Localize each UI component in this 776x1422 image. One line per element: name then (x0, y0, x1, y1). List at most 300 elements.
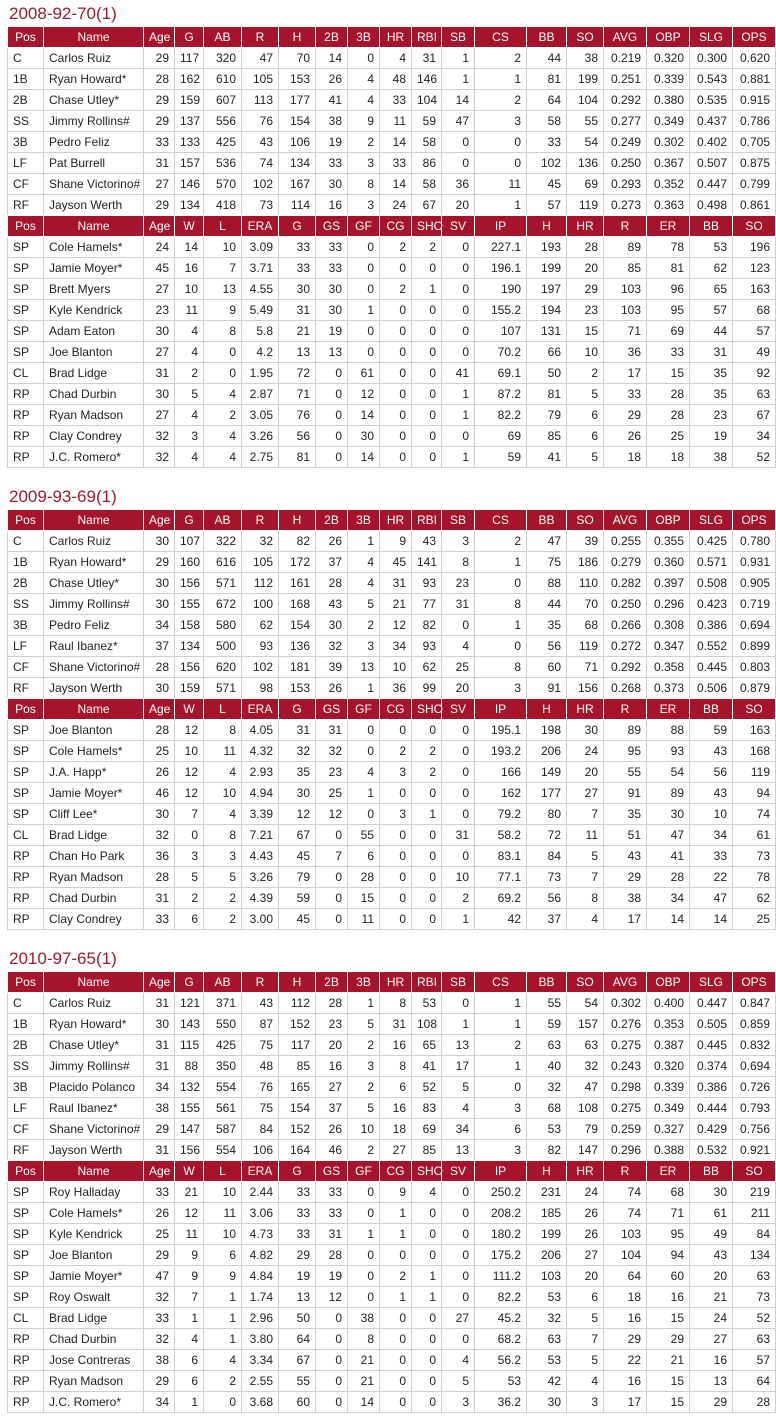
stat-cell: 0.859 (733, 1014, 776, 1035)
stat-cell: 47 (242, 48, 279, 69)
stat-cell: 556 (204, 111, 242, 132)
stat-cell: 103 (604, 300, 647, 321)
stat-cell: 103 (604, 1224, 647, 1245)
stat-cell: 2 (204, 888, 242, 909)
stat-cell: 81 (527, 69, 567, 90)
stat-cell: 1 (348, 531, 380, 552)
stat-cell: 10 (204, 1224, 242, 1245)
player-name-cell: Pedro Feliz (44, 615, 144, 636)
stat-cell: 43 (690, 741, 733, 762)
stat-cell: 88 (175, 1056, 204, 1077)
stat-cell: 3.34 (242, 1350, 279, 1371)
position-cell: 3B (8, 132, 44, 153)
stat-cell: 28 (316, 573, 348, 594)
stat-cell: 162 (475, 783, 527, 804)
position-cell: SP (8, 279, 44, 300)
stat-cell: 53 (527, 1350, 567, 1371)
stat-cell: 70.2 (475, 342, 527, 363)
stat-cell: 571 (204, 678, 242, 699)
stat-cell: 0.249 (604, 132, 647, 153)
table-row (8, 405, 776, 426)
stat-cell: 92 (733, 363, 776, 384)
stat-cell: 117 (279, 1035, 316, 1056)
stat-cell: 0.272 (604, 636, 647, 657)
stat-cell: 29 (144, 552, 175, 573)
position-cell: RP (8, 1329, 44, 1350)
pitching-table (7, 698, 776, 930)
stat-cell: 6 (348, 846, 380, 867)
stat-cell: 7 (567, 867, 604, 888)
stat-cell: 33 (144, 1182, 175, 1203)
stat-cell: 65 (690, 279, 733, 300)
stat-cell: 570 (204, 174, 242, 195)
table-row (8, 762, 776, 783)
stat-cell: 14 (690, 909, 733, 930)
stat-cell: 24 (567, 741, 604, 762)
stat-cell: 0 (412, 363, 442, 384)
stat-cell: 0 (348, 258, 380, 279)
stat-cell: 0 (380, 846, 412, 867)
stat-cell: 18 (380, 1119, 412, 1140)
stat-cell: 84 (242, 1119, 279, 1140)
table-row (8, 846, 776, 867)
position-cell: RP (8, 909, 44, 930)
player-name-cell: Ryan Howard* (44, 69, 144, 90)
player-name-cell: Jayson Werth (44, 1140, 144, 1161)
stat-cell: 62 (242, 615, 279, 636)
stat-cell: 133 (175, 132, 204, 153)
stat-cell: 76 (242, 1077, 279, 1098)
table-row (8, 552, 776, 573)
stat-cell: 4 (380, 48, 412, 69)
stat-cell: 38 (348, 1308, 380, 1329)
stat-cell: 0.387 (647, 1035, 690, 1056)
stat-cell: 0.374 (690, 1056, 733, 1077)
stat-cell: 0.320 (647, 1056, 690, 1077)
stat-cell: 115 (175, 1035, 204, 1056)
stat-cell: 156 (175, 573, 204, 594)
stat-cell: 580 (204, 615, 242, 636)
stat-cell: 38 (144, 1098, 175, 1119)
table-row (8, 531, 776, 552)
stat-cell: 28 (144, 720, 175, 741)
stat-cell: 49 (690, 1224, 733, 1245)
stat-cell: 227.1 (475, 237, 527, 258)
stat-cell: 0.386 (690, 615, 733, 636)
stat-cell: 63 (527, 1329, 567, 1350)
stat-cell: 70 (279, 48, 316, 69)
stat-cell: 0 (380, 1392, 412, 1413)
stat-cell: 0 (442, 1245, 475, 1266)
stat-cell: 4.84 (242, 1266, 279, 1287)
stat-cell: 30 (348, 426, 380, 447)
stat-cell: 1 (442, 909, 475, 930)
table-row (8, 1392, 776, 1413)
stat-cell: 5.8 (242, 321, 279, 342)
stat-cell: 95 (647, 1224, 690, 1245)
stat-cell: 112 (242, 573, 279, 594)
table-row (8, 1014, 776, 1035)
stat-cell: 250.2 (475, 1182, 527, 1203)
stat-cell: 0.279 (604, 552, 647, 573)
stat-cell: 167 (279, 174, 316, 195)
stat-cell: 3.06 (242, 1203, 279, 1224)
stat-cell: 38 (690, 447, 733, 468)
stat-cell: 0 (475, 132, 527, 153)
stat-cell: 68 (733, 300, 776, 321)
stat-cell: 4.43 (242, 846, 279, 867)
stat-cell: 102 (242, 657, 279, 678)
header-row (8, 699, 776, 720)
position-cell: SP (8, 783, 44, 804)
player-name-cell: Shane Victorino# (44, 1119, 144, 1140)
stat-cell: 0 (380, 1371, 412, 1392)
stat-cell: 1 (204, 1308, 242, 1329)
stat-cell: 52 (733, 447, 776, 468)
stat-cell: 14 (175, 237, 204, 258)
stat-cell: 30 (144, 804, 175, 825)
stat-cell: 27 (567, 1245, 604, 1266)
table-row (8, 279, 776, 300)
stat-cell: 0.275 (604, 1098, 647, 1119)
stat-cell: 51 (604, 825, 647, 846)
stat-cell: 29 (144, 1371, 175, 1392)
stat-cell: 152 (279, 1119, 316, 1140)
stat-cell: 24 (380, 195, 412, 216)
stat-cell: 4 (175, 1329, 204, 1350)
table-row (8, 678, 776, 699)
stat-cell: 29 (604, 867, 647, 888)
stat-cell: 5 (567, 1350, 604, 1371)
stat-cell: 3.00 (242, 909, 279, 930)
stat-cell: 3 (348, 153, 380, 174)
player-name-cell: Chad Durbin (44, 1329, 144, 1350)
stat-cell: 10 (348, 1119, 380, 1140)
column-header: 2B (316, 27, 348, 48)
stat-cell: 30 (144, 678, 175, 699)
season-2009 (0, 487, 770, 926)
stat-cell: 69.1 (475, 363, 527, 384)
stat-cell: 20 (567, 258, 604, 279)
stat-cell: 1 (442, 1014, 475, 1035)
stat-cell: 31 (380, 573, 412, 594)
stat-cell: 0.875 (733, 153, 776, 174)
stat-cell: 4 (204, 804, 242, 825)
stat-cell: 33 (604, 384, 647, 405)
player-name-cell: Joe Blanton (44, 1245, 144, 1266)
stat-cell: 49 (733, 342, 776, 363)
column-header: BB (527, 27, 567, 48)
stat-cell: 31 (279, 720, 316, 741)
stat-cell: 0.219 (604, 48, 647, 69)
player-name-cell: Cole Hamels* (44, 741, 144, 762)
column-header: SO (733, 1161, 776, 1182)
stat-cell: 0.881 (733, 69, 776, 90)
stat-cell: 59 (412, 111, 442, 132)
stat-cell: 161 (279, 573, 316, 594)
stat-cell: 0 (412, 300, 442, 321)
stat-cell: 0.879 (733, 678, 776, 699)
column-header: HR (567, 699, 604, 720)
column-header: ERA (242, 1161, 279, 1182)
column-header: CG (380, 699, 412, 720)
stat-cell: 1 (348, 1224, 380, 1245)
stat-cell: 31 (412, 48, 442, 69)
stat-cell: 3 (442, 531, 475, 552)
stat-cell: 30 (279, 279, 316, 300)
stat-cell: 20 (442, 195, 475, 216)
column-header: CG (380, 1161, 412, 1182)
player-name-cell: Ryan Madson (44, 405, 144, 426)
stat-cell: 22 (604, 1350, 647, 1371)
stat-cell: 32 (242, 531, 279, 552)
stat-cell: 219 (733, 1182, 776, 1203)
stat-cell: 14 (316, 48, 348, 69)
stat-cell: 28 (647, 867, 690, 888)
stat-cell: 54 (647, 762, 690, 783)
stat-cell: 35 (690, 363, 733, 384)
position-cell: SP (8, 342, 44, 363)
position-cell: C (8, 48, 44, 69)
column-header: Name (44, 216, 144, 237)
stat-cell: 33 (279, 258, 316, 279)
stat-cell: 47 (527, 531, 567, 552)
column-header: Name (44, 699, 144, 720)
stat-cell: 48 (380, 69, 412, 90)
stat-cell: 4 (175, 447, 204, 468)
stat-cell: 3.26 (242, 426, 279, 447)
table-row (8, 804, 776, 825)
column-header: Pos (8, 699, 44, 720)
column-header: GS (316, 699, 348, 720)
stat-cell: 425 (204, 1035, 242, 1056)
stat-cell: 2 (348, 132, 380, 153)
stat-cell: 44 (527, 594, 567, 615)
stat-cell: 5 (567, 384, 604, 405)
stat-cell: 82.2 (475, 1287, 527, 1308)
stat-cell: 64 (527, 90, 567, 111)
player-name-cell: Chase Utley* (44, 90, 144, 111)
stat-cell: 20 (690, 1266, 733, 1287)
stat-cell: 47 (442, 111, 475, 132)
column-header: SHO (412, 216, 442, 237)
stat-cell: 0 (348, 342, 380, 363)
stat-cell: 30 (567, 720, 604, 741)
column-header: OBP (647, 27, 690, 48)
stat-cell: 20 (567, 1266, 604, 1287)
stat-cell: 4.55 (242, 279, 279, 300)
player-name-cell: Chad Durbin (44, 888, 144, 909)
stat-cell: 47 (690, 888, 733, 909)
stat-cell: 23 (316, 1014, 348, 1035)
stat-cell: 36 (604, 342, 647, 363)
stat-cell: 79 (527, 405, 567, 426)
stat-cell: 6 (567, 426, 604, 447)
stat-cell: 0 (175, 825, 204, 846)
stat-cell: 0 (380, 321, 412, 342)
stat-cell: 11 (175, 300, 204, 321)
player-name-cell: Brad Lidge (44, 1308, 144, 1329)
stat-cell: 10 (442, 867, 475, 888)
stat-cell: 81 (527, 384, 567, 405)
stat-cell: 106 (279, 132, 316, 153)
stat-cell: 3.68 (242, 1392, 279, 1413)
stat-cell: 45 (279, 909, 316, 930)
player-name-cell: Chase Utley* (44, 1035, 144, 1056)
stat-cell: 0 (348, 1266, 380, 1287)
stat-cell: 56 (690, 762, 733, 783)
header-row (8, 216, 776, 237)
stat-cell: 4.2 (242, 342, 279, 363)
player-name-cell: Jimmy Rollins# (44, 1056, 144, 1077)
column-header: GF (348, 216, 380, 237)
stat-cell: 3.71 (242, 258, 279, 279)
stat-cell: 0 (475, 573, 527, 594)
player-name-cell: Roy Halladay (44, 1182, 144, 1203)
stat-cell: 16 (647, 1287, 690, 1308)
position-cell: RP (8, 426, 44, 447)
header-row (8, 1161, 776, 1182)
stat-cell: 87 (242, 1014, 279, 1035)
stat-cell: 65 (412, 1035, 442, 1056)
stat-cell: 95 (604, 741, 647, 762)
position-cell: SP (8, 237, 44, 258)
stat-cell: 41 (527, 447, 567, 468)
column-header: SLG (690, 27, 733, 48)
stat-cell: 87.2 (475, 384, 527, 405)
stat-cell: 0.803 (733, 657, 776, 678)
stat-cell: 32 (144, 1287, 175, 1308)
table-row (8, 69, 776, 90)
stat-cell: 18 (604, 1287, 647, 1308)
stat-cell: 0.276 (604, 1014, 647, 1035)
stat-cell: 19 (316, 1266, 348, 1287)
stat-cell: 3.09 (242, 237, 279, 258)
column-header: AVG (604, 972, 647, 993)
pitching-table (7, 1160, 776, 1413)
position-cell: SP (8, 1287, 44, 1308)
stat-cell: 4.05 (242, 720, 279, 741)
player-name-cell: Jayson Werth (44, 678, 144, 699)
stat-cell: 160 (175, 552, 204, 573)
table-row (8, 426, 776, 447)
stat-cell: 84 (733, 1224, 776, 1245)
stat-cell: 0.355 (647, 531, 690, 552)
column-header: Age (144, 510, 175, 531)
stat-cell: 72 (527, 825, 567, 846)
stat-cell: 75 (242, 1098, 279, 1119)
stat-cell: 63 (733, 1266, 776, 1287)
stat-cell: 33 (279, 1224, 316, 1245)
stat-cell: 73 (733, 846, 776, 867)
stat-cell: 554 (204, 1077, 242, 1098)
stat-cell: 34 (442, 1119, 475, 1140)
stat-cell: 0 (442, 321, 475, 342)
stat-cell: 52 (412, 1077, 442, 1098)
column-header: W (175, 699, 204, 720)
stat-cell: 53 (412, 993, 442, 1014)
stat-cell: 106 (242, 1140, 279, 1161)
table-row (8, 1056, 776, 1077)
column-header: G (279, 216, 316, 237)
stat-cell: 4 (442, 1098, 475, 1119)
column-header: AB (204, 510, 242, 531)
stat-cell: 26 (604, 426, 647, 447)
stat-cell: 45 (380, 552, 412, 573)
column-header: SB (442, 510, 475, 531)
stat-cell: 0 (412, 1308, 442, 1329)
stat-cell: 93 (412, 573, 442, 594)
table-row (8, 720, 776, 741)
stat-cell: 26 (567, 1203, 604, 1224)
stat-cell: 19 (316, 321, 348, 342)
column-header: W (175, 1161, 204, 1182)
stat-cell: 0 (412, 384, 442, 405)
stat-cell: 61 (348, 363, 380, 384)
stat-cell: 2.93 (242, 762, 279, 783)
position-cell: RP (8, 1350, 44, 1371)
table-row (8, 237, 776, 258)
stat-cell: 0.532 (690, 1140, 733, 1161)
stat-cell: 10 (204, 1182, 242, 1203)
stat-cell: 29 (144, 48, 175, 69)
stat-cell: 177 (279, 90, 316, 111)
position-cell: SP (8, 741, 44, 762)
stat-cell: 1 (348, 993, 380, 1014)
stat-cell: 31 (279, 300, 316, 321)
stat-cell: 17 (604, 909, 647, 930)
stat-cell: 0.620 (733, 48, 776, 69)
stat-cell: 27 (380, 1140, 412, 1161)
stat-cell: 15 (647, 363, 690, 384)
stat-cell: 32 (144, 426, 175, 447)
stat-cell: 60 (279, 1392, 316, 1413)
stat-cell: 0 (348, 279, 380, 300)
player-name-cell: J.C. Romero* (44, 1392, 144, 1413)
stat-cell: 0.358 (647, 657, 690, 678)
stat-cell: 36 (442, 174, 475, 195)
stat-cell: 4 (204, 762, 242, 783)
stat-cell: 206 (527, 1245, 567, 1266)
stat-cell: 4 (567, 909, 604, 930)
stat-cell: 153 (279, 678, 316, 699)
stat-cell: 198 (527, 720, 567, 741)
stat-cell: 16 (316, 195, 348, 216)
stat-cell: 143 (175, 1014, 204, 1035)
stat-cell: 74 (733, 804, 776, 825)
stat-cell: 94 (733, 783, 776, 804)
stat-cell: 1 (348, 678, 380, 699)
stat-cell: 55 (527, 993, 567, 1014)
stat-cell: 26 (567, 1224, 604, 1245)
stat-cell: 0 (380, 384, 412, 405)
stat-cell: 43 (412, 531, 442, 552)
stat-cell: 119 (567, 636, 604, 657)
stat-cell: 26 (316, 678, 348, 699)
stat-cell: 57 (733, 1350, 776, 1371)
stat-cell: 0 (348, 1203, 380, 1224)
stat-cell: 0 (442, 132, 475, 153)
stat-cell: 29 (604, 405, 647, 426)
stat-cell: 57 (527, 195, 567, 216)
stat-cell: 4 (348, 573, 380, 594)
column-header: CS (475, 510, 527, 531)
stat-cell: 7 (204, 258, 242, 279)
column-header: OPS (733, 27, 776, 48)
stat-cell: 81 (279, 447, 316, 468)
stat-cell: 0 (442, 153, 475, 174)
column-header: Pos (8, 972, 44, 993)
